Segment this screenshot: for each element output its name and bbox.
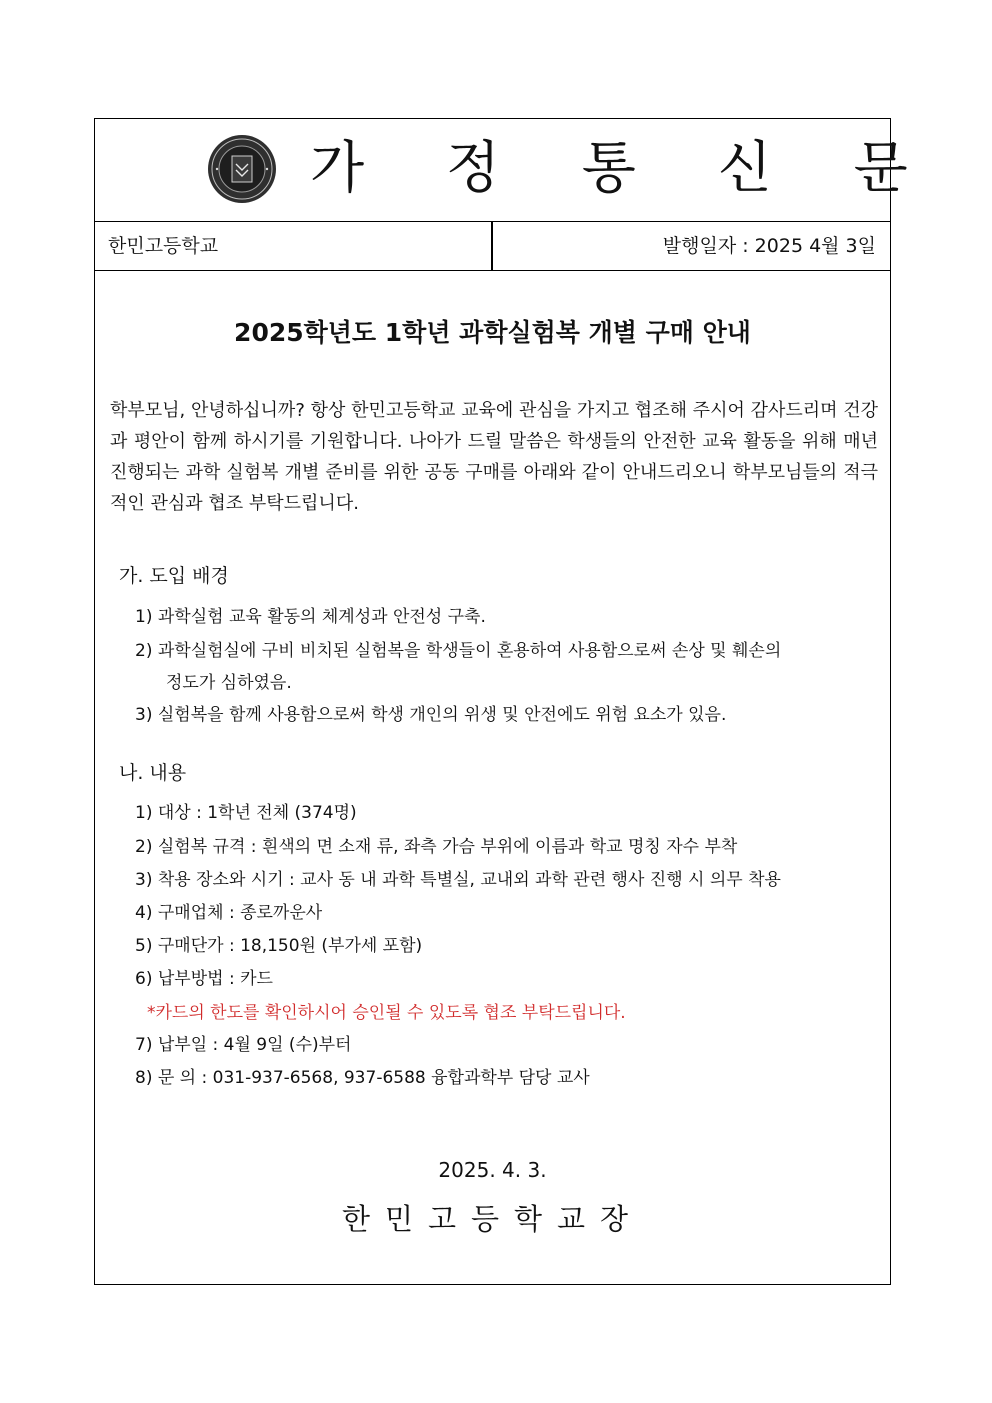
list-item: 1) 대상 : 1학년 전체 (374명) <box>135 803 357 823</box>
newsletter-header <box>95 119 940 222</box>
card-limit-note: *카드의 한도를 확인하시어 승인될 수 있도록 협조 부탁드립니다. <box>147 1003 626 1023</box>
document-title: 2025학년도 1학년 과학실험복 개별 구매 안내 <box>234 318 751 347</box>
list-item: 1) 과학실험 교육 활동의 체계성과 안전성 구축. <box>135 607 486 627</box>
section-heading-content: 나. 내용 <box>119 762 187 784</box>
list-item: 5) 구매단가 : 18,150원 (부가세 포함) <box>135 936 423 956</box>
list-item: 2) 실험복 규격 : 흰색의 면 소재 류, 좌측 가슴 부위에 이름과 학교 명칭 자수 부착 <box>135 837 738 857</box>
list-item: 6) 납부방법 : 카드 <box>135 969 273 989</box>
info-divider <box>491 222 493 270</box>
intro-paragraph: 학부모님, 안녕하십니까? 항상 한민고등학교 교육에 관심을 가지고 협조해 주시어 감사드리며 건강과 평안이 함께 하시기를 기원합니다. 나아가 드릴 말씀은 학생들의 안전한 교육 활동을 위해 매년 진행되는 과학 실험복 개별 준비를 위한 공동 구매를 아래와 같이 안내드리오니 학부모님들의 적극적인 관심과 협조 부탁드립니다. <box>110 400 879 514</box>
issue-date: 발행일자 : 2025 4월 3일 <box>662 235 876 257</box>
list-item-continuation: 정도가 심하였음. <box>166 673 292 693</box>
signature-date: 2025. 4. 3. <box>438 1158 547 1182</box>
newsletter-frame <box>94 118 940 1285</box>
info-row <box>95 222 890 271</box>
list-item <box>135 635 880 699</box>
list-item-text: 2) 과학실험실에 구비 비치된 실험복을 학생들이 혼용하여 사용함으로써 손상 및 훼손의 <box>135 641 782 661</box>
list-item: 3) 실험복을 함께 사용함으로써 학생 개인의 위생 및 안전에도 위험 요소가 있음. <box>135 705 727 725</box>
school-name: 한민고등학교 <box>108 235 219 257</box>
section-heading-background: 가. 도입 배경 <box>119 565 229 587</box>
newsletter-title: 가 정 통 신 문 <box>310 136 940 201</box>
list-item: 3) 착용 장소와 시기 : 교사 동 내 과학 특별실, 교내외 과학 관련 행사 진행 시 의무 착용 <box>135 870 781 890</box>
list-item: 8) 문 의 : 031-937-6568, 937-6588 융합과학부 담당 교사 <box>135 1068 590 1088</box>
list-item: 4) 구매업체 : 종로까운사 <box>135 903 323 923</box>
school-emblem-icon <box>207 134 277 204</box>
list-item: 7) 납부일 : 4월 9일 (수)부터 <box>135 1035 352 1055</box>
principal-signature: 한민고등학교장 <box>341 1202 644 1236</box>
